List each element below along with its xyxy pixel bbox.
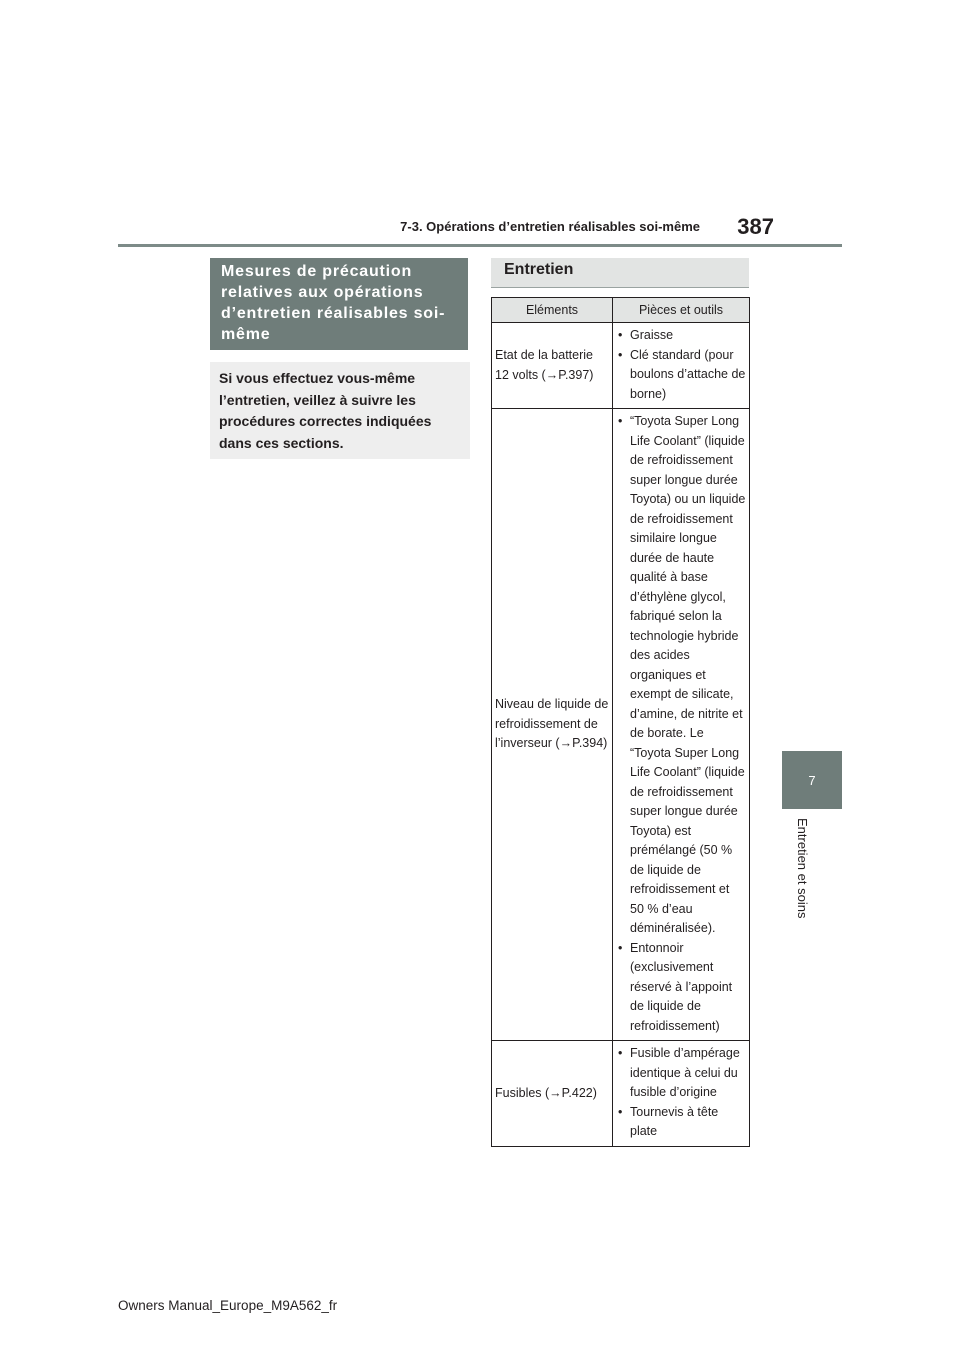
chapter-tab[interactable] xyxy=(782,751,842,809)
list-item: • “Toyota Super Long Life Coolant” (liquide de refroidissement super longue durée Toyota) ou un liquide de refroidissement similaire longue durée de haute qualité à base d’éthylène glycol, fabriqué selon la technologie hybride des acides organiques et exempt de silicate, d’amine, de nitrite et de borate. Le “Toyota Super Long Life Coolant” (liquide de refroidissement super longue durée Toyota) est prémélangé (50 % de liquide de refroidissement et 50 % d’eau déminéralisée). xyxy=(616,412,746,939)
column-header-items: Eléments xyxy=(492,298,613,323)
precaution-box-body: Si vous effectuez vous-même l’entretien, veillez à suivre les procédures correctes indiquées dans ces sections. xyxy=(210,362,470,459)
row-item-coolant: Niveau de liquide de refroidissement de l’inverseur (→P.394) xyxy=(492,409,613,1041)
maintenance-heading: Entretien xyxy=(491,258,749,288)
list-item: • Tournevis à tête plate xyxy=(616,1103,746,1142)
row-parts-coolant xyxy=(613,409,750,1041)
column-header-parts: Pièces et outils xyxy=(613,298,750,323)
page-number: 387 xyxy=(737,214,774,239)
footer-document-id: Owners Manual_Europe_M9A562_fr xyxy=(118,1298,338,1313)
row-parts-battery xyxy=(613,323,750,409)
header-divider xyxy=(118,244,842,247)
row-item-fuses: Fusibles (→P.422) xyxy=(492,1041,613,1147)
list-item: • Entonnoir (exclusivement réservé à l’appoint de liquide de refroidissement) xyxy=(616,939,746,1037)
list-item: • Fusible d’ampérage identique à celui du fusible d’origine xyxy=(616,1044,746,1103)
chapter-title: Entretien et soins xyxy=(795,818,810,919)
table-row xyxy=(492,323,750,409)
row-parts-fuses xyxy=(613,1041,750,1147)
maintenance-table xyxy=(491,297,750,1147)
table-row xyxy=(492,409,750,1041)
table-row xyxy=(492,1041,750,1147)
precaution-box-title: Mesures de précaution relatives aux opérations d’entretien réalisables soi-même xyxy=(210,258,468,350)
section-title: 7-3. Opérations d’entretien réalisables soi-même xyxy=(400,219,700,234)
list-item: • Graisse xyxy=(616,326,746,346)
row-item-battery: Etat de la batterie 12 volts (→P.397) xyxy=(492,323,613,409)
chapter-number: 7 xyxy=(808,772,816,788)
table-header-row xyxy=(492,298,750,323)
list-item: • Clé standard (pour boulons d’attache de borne) xyxy=(616,346,746,405)
